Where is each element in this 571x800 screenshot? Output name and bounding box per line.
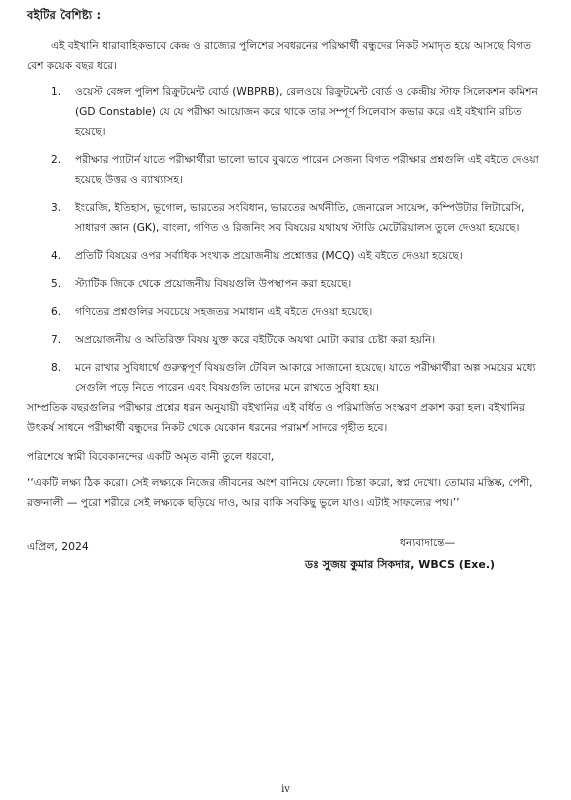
list-item	[27, 358, 543, 398]
vivekananda-quote: ‘‘একটি লক্ষ্য ঠিক করো। সেই লক্ষ্যকে নিজের জীবনের অংশ বানিয়ে ফেলো। চিন্তা করো, স্বপ্ন দেখো। তোমার মস্তিষ্ক, পেশী, রক্তনালী — পুরো শরীরে সেই লক্ষ্যকে ছড়িয়ে দাও, আর বাকি সবকিছু ভুলে যাও। এটাই সাফল্যের পথ।’’	[27, 477, 533, 509]
author-signature: ডঃ সুজয় কুমার সিকদার, WBCS (Exe.)	[305, 558, 496, 571]
list-item-text: গণিতের প্রশ্নগুলির সবচেয়ে সহজতর সমাধান এই বইতে দেওয়া হয়েছে।	[75, 306, 373, 318]
list-item	[27, 82, 543, 142]
page-number: iv	[281, 784, 290, 795]
list-item-number: 3.	[51, 202, 62, 214]
list-item-number: 6.	[51, 306, 62, 318]
list-item	[27, 198, 543, 238]
list-item-text: ওয়েস্ট বেঙ্গল পুলিশ রিক্রুটমেন্ট বোর্ড (WBPRB), রেলওয়ে রিক্রুটমেন্ট বোর্ড ও কেন্দ্রীয় স্টাফ সিলেকশন কমিশন (GD Constable) যে যে পরীক্ষা আয়োজন করে থাকে তার সম্পূর্ণ সিলেবাস কভার করে এই বইখানি রচিত হয়েছে।	[75, 86, 538, 138]
feature-list	[27, 82, 543, 406]
intro-paragraph: এই বইখানি ধারাবাহিকভাবে কেন্দ্র ও রাজ্যের পুলিশের সবধরনের পরিক্ষার্থী বন্ধুদের নিকট সমাদৃত হয়ে আসছে বিগত বেশ কয়েক বছর ধরে।	[27, 40, 532, 72]
list-item	[27, 246, 543, 266]
list-item-number: 8.	[51, 362, 62, 374]
list-item-text: ইংরেজি, ইতিহাস, ভূগোল, ভারতের সংবিধান, ভারতের অর্থনীতি, জেনারেল সায়েন্স, কম্পিউটার লিটারেসি, সাধারণ জ্ঞান (GK), বাংলা, গণিত ও রিজনিং সব বিষয়ের যথাযথ স্টাডি মেটেরিয়ালস তুলে দেওয়া হয়েছে।	[75, 202, 525, 234]
list-item	[27, 330, 543, 350]
list-item-text: অপ্রয়োজনীয় ও অতিরিক্ত বিষয় যুক্ত করে বইটিকে অযথা মোটা করার চেষ্টা করা হয়নি।	[75, 334, 436, 346]
closing-intro-paragraph: পরিশেষে স্বামী বিবেকানন্দের একটি অমৃত বানী তুলে ধরবো,	[27, 451, 275, 463]
list-item-text: মনে রাখার সুবিধার্থে গুরুত্বপূর্ণ বিষয়গুলি টেবিল আকারে সাজানো হয়েছে। যাতে পরীক্ষার্থীরা অল্প সময়ের মধ্যে সেগুলি পড়ে নিতে পারেন এবং বিষয়গুলি তাদের মনে রাখতে সুবিধা হয়।	[75, 362, 536, 394]
section-heading: বইটির বৈশিষ্ট্য :	[27, 8, 102, 22]
list-item-number: 2.	[51, 154, 62, 166]
list-item-number: 1.	[51, 86, 62, 98]
list-item-number: 5.	[51, 278, 62, 290]
list-item	[27, 302, 543, 322]
list-item-text: স্ট্যাটিক জিকে থেকে প্রয়োজনীয় বিষয়গুলি উপস্থাপন করা হয়েছে।	[75, 278, 352, 290]
thanks-line: ধন্যবাদান্তে—	[400, 537, 456, 549]
list-item-text: প্রতিটি বিষয়ের ওপর সর্বাধিক সংখ্যক প্রয়োজনীয় প্রশ্নোত্তর (MCQ) এই বইতে দেওয়া হয়েছে।	[75, 250, 463, 262]
list-item	[27, 274, 543, 294]
publication-date: এপ্রিল, 2024	[27, 540, 89, 553]
list-item-number: 4.	[51, 250, 62, 262]
list-item-number: 7.	[51, 334, 62, 346]
edition-paragraph: সাম্প্রতিক বছরগুলির পরীক্ষার প্রশ্নের ধরন অনুযায়ী বইখানির এই বর্ধিত ও পরিমার্জিত সংস্করণ প্রকাশ করা হল। বইখানির উৎকর্ষ সাধনে পরীক্ষার্থী বন্ধুদের নিকট থেকে যেকোন ধরনের পরামর্শ সাদরে গৃহীত হবে।	[27, 402, 525, 434]
list-item	[27, 150, 543, 190]
list-item-text: পরীক্ষার প্যাটার্ন যাতে পরীক্ষার্থীরা ভালো ভাবে বুঝতে পারেন সেজন্য বিগত পরীক্ষার প্রশ্নগুলি এই বইতে দেওয়া হয়েছে উত্তর ও ব্যাখ্যাসহ।	[75, 154, 539, 186]
